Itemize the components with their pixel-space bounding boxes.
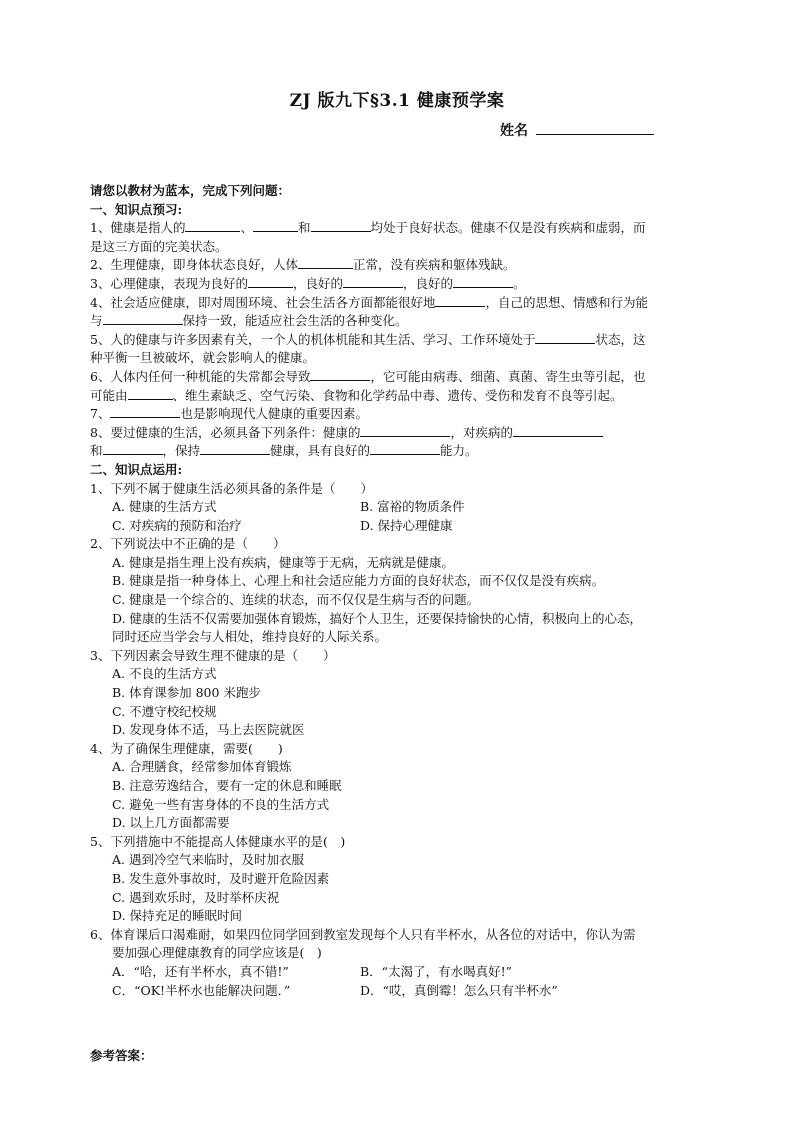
mc-q6-option-d[interactable]: D．“哎，真倒霉！怎么只有半杯水”	[360, 982, 558, 998]
mc-q6-option-a[interactable]: A．“哈，还有半杯水，真不错!”	[112, 963, 289, 979]
mc-q1-option-d[interactable]: D. 保持心理健康	[360, 517, 453, 533]
mc-q1-option-b[interactable]: B. 富裕的物质条件	[360, 499, 465, 515]
q5-line2: 种平衡一旦被破坏，就会影响人的健康。	[90, 350, 316, 366]
mc-q6-options-row2	[90, 982, 705, 1001]
mc-q6-stem: 6、体育课后口渴难耐，如果四位同学回到教室发现每个人只有半杯水，从各位的对话中，你认为需	[90, 926, 636, 942]
page-title: ZJ 版九下§3.1 健康预学案	[289, 91, 505, 111]
mc-q1-options-row1	[90, 498, 705, 517]
mc-q5-stem: 5、下列措施中不能提高人体健康水平的是( )	[90, 833, 346, 849]
q6-line2: 可能由 、维生素缺乏、空气污染、食物和化学药品中毒、遗传、受伤和发育不良等引起。	[90, 387, 623, 403]
mc-q4-option-a[interactable]: A. 合理膳食，经常参加体育锻炼	[112, 759, 292, 775]
q2-blank[interactable]	[298, 256, 353, 269]
mc-q5-option-b[interactable]: B. 发生意外事故时，及时避开危险因素	[112, 870, 330, 886]
mc-q1-stem: 1、下列不属于健康生活必须具备的条件是（ ）	[90, 480, 373, 496]
mc-q4-option-c[interactable]: C. 避免一些有害身体的不良的生活方式	[112, 796, 330, 812]
mc-q2-stem: 2、下列说法中不正确的是（ ）	[90, 536, 286, 552]
mc-q2-option-d-cont: 同时还应当学会与人相处，维持良好的人际关系。	[112, 629, 388, 645]
name-label: 姓名	[500, 123, 528, 139]
q3-line: 3、心理健康，表现为良好的 ，良好的 ，良好的 。	[90, 275, 526, 291]
mc-q2-option-a[interactable]: A. 健康是指生理上没有疾病，健康等于无病，无病就是健康。	[112, 554, 454, 570]
mc-q3-option-c[interactable]: C. 不遵守校纪校规	[112, 703, 217, 719]
mc-q2-option-c[interactable]: C. 健康是一个综合的、连续的状态，而不仅仅是生病与否的问题。	[112, 592, 480, 608]
q7-line: 7、 也是影响现代人健康的重要因素。	[90, 406, 368, 422]
q3-blank-3[interactable]	[453, 275, 513, 288]
q5-blank[interactable]	[535, 331, 595, 344]
section1-heading: 一、知识点预习:	[90, 201, 183, 217]
worksheet-content	[90, 182, 705, 1000]
mc-q6-option-b[interactable]: B．“太渴了，有水喝真好!”	[360, 963, 512, 979]
mc-q3-option-a[interactable]: A. 不良的生活方式	[112, 666, 217, 682]
mc-q1-options-row2	[90, 517, 705, 536]
q2-line: 2、生理健康，即身体状态良好，人体 正常，没有疾病和躯体残缺。	[90, 257, 516, 273]
q8-blank-4[interactable]	[200, 442, 270, 455]
q5-line1: 5、人的健康与许多因素有关，一个人的机体机能和其生活、学习、工作环境处于 状态，这	[90, 331, 646, 347]
section2-heading: 二、知识点运用:	[90, 461, 183, 477]
q8-line1: 8、要过健康的生活，必须具备下列条件：健康的 ，对疾病的	[90, 424, 705, 443]
mc-q6-option-c[interactable]: C．“OK!半杯水也能解决问题．”	[112, 982, 291, 998]
q8-line2: 和 ，保持 健康，具有良好的 能力。	[90, 443, 478, 459]
q4-line1: 4、社会适应健康，即对周围环境、社会生活各方面都能很好地 ，自己的思想、情感和行为能	[90, 294, 648, 310]
mc-q4-stem: 4、为了确保生理健康，需要( )	[90, 740, 283, 756]
q1-blank-1[interactable]	[185, 219, 240, 232]
q4-blank-1[interactable]	[435, 294, 485, 307]
q8-blank-3[interactable]	[103, 442, 163, 455]
mc-q4-option-d[interactable]: D. 以上几方面都需要	[112, 815, 230, 831]
mc-q6-options-row1	[90, 963, 705, 982]
name-field	[500, 120, 654, 140]
mc-q3-option-b[interactable]: B. 体育课参加 800 米跑步	[112, 685, 261, 701]
q8-blank-1[interactable]	[360, 424, 450, 437]
q7-blank[interactable]	[110, 405, 180, 418]
mc-q3-option-d[interactable]: D. 发现身体不适，马上去医院就医	[112, 722, 305, 738]
q6-blank-1[interactable]	[310, 368, 370, 381]
mc-q1-option-c[interactable]: C. 对疾病的预防和治疗	[112, 517, 242, 533]
q1-line2: 是这三方面的完美状态。	[90, 238, 228, 254]
q1-line1: 1、健康是指人的 、 和 均处于良好状态。健康不仅是没有疾病和虚弱，而	[90, 220, 646, 236]
answer-label: 参考答案：	[90, 1048, 153, 1063]
q1-blank-3[interactable]	[311, 219, 371, 232]
mc-q3-stem: 3、下列因素会导致生理不健康的是（ ）	[90, 647, 336, 663]
q6-blank-2[interactable]	[128, 387, 173, 400]
q4-line2: 与 保持一致，能适应社会生活的各种变化。	[90, 313, 408, 329]
name-blank[interactable]	[536, 120, 654, 135]
mc-q2-option-b[interactable]: B. 健康是指一种身体上、心理上和社会适应能力方面的良好状态，而不仅仅是没有疾病。	[112, 573, 605, 589]
q1-blank-2[interactable]	[253, 219, 298, 232]
mc-q5-option-a[interactable]: A. 遇到冷空气来临时，及时加衣服	[112, 852, 304, 868]
intro-text: 请您以教材为蓝本，完成下列问题：	[90, 183, 291, 198]
q8-blank-5[interactable]	[370, 442, 440, 455]
q3-blank-1[interactable]	[248, 275, 293, 288]
mc-q4-option-b[interactable]: B. 注意劳逸结合，要有一定的休息和睡眠	[112, 778, 342, 793]
mc-q5-option-d[interactable]: D. 保持充足的睡眠时间	[112, 908, 243, 924]
mc-q6-stem-cont: 要加强心理健康教育的同学应该是( )	[112, 945, 322, 961]
mc-q1-option-a[interactable]: A. 健康的生活方式	[112, 499, 217, 515]
q4-blank-2[interactable]	[103, 312, 183, 325]
q8-blank-2[interactable]	[513, 424, 603, 437]
q6-line1: 6、人体内任何一种机能的失常都会导致 ，它可能由病毒、细菌、真菌、寄生虫等引起，也	[90, 368, 646, 384]
q3-blank-2[interactable]	[343, 275, 403, 288]
mc-q5-option-c[interactable]: C. 遇到欢乐时，及时举杯庆祝	[112, 889, 280, 905]
mc-q2-option-d[interactable]: D. 健康的生活不仅需要加强体育锻炼，搞好个人卫生，还要保持愉快的心情，积极向上的心态，	[112, 610, 643, 626]
